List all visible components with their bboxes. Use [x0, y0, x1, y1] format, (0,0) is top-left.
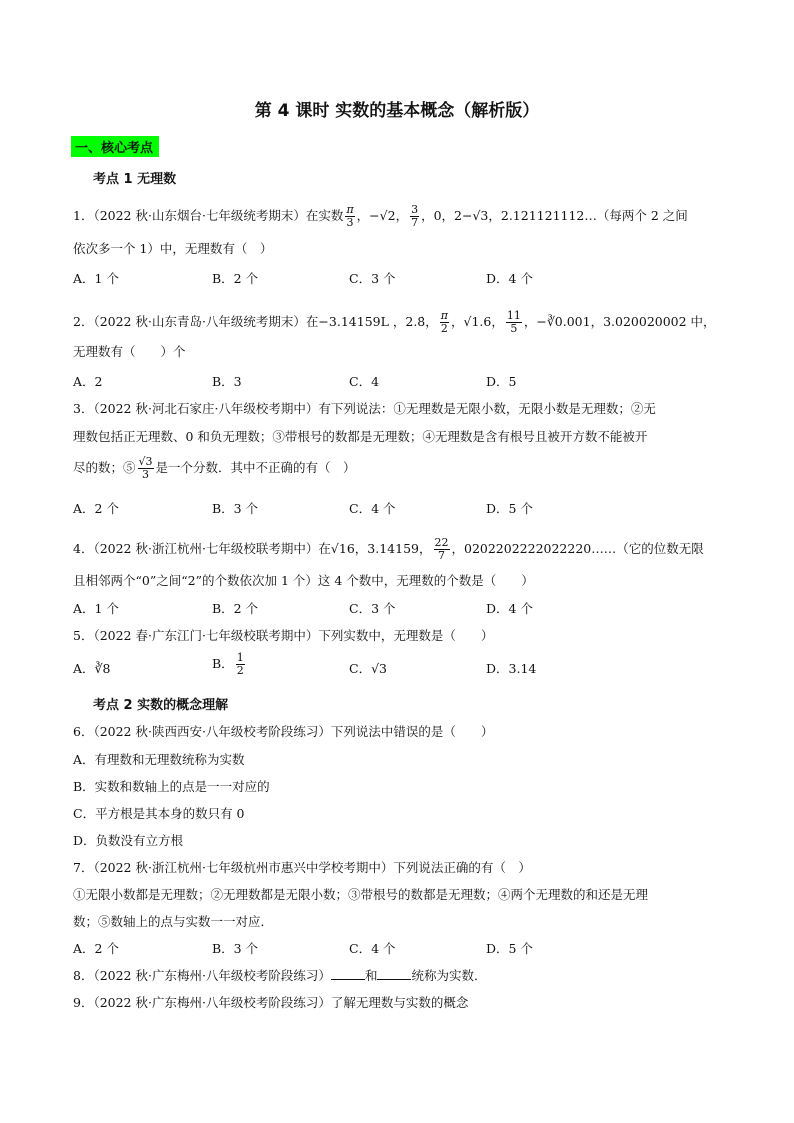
q4-option-c: C．3 个: [349, 601, 396, 616]
numerator: π: [440, 309, 448, 322]
numerator: 11: [506, 309, 521, 322]
q3-option-b: B．3 个: [212, 501, 259, 516]
question-8-line-1: [73, 967, 723, 985]
q1-option-a: A．1 个: [73, 271, 119, 286]
q2-text: ，√1.6，: [451, 314, 504, 329]
q4-option-d: D．4 个: [486, 601, 533, 616]
q6-option-d: D．负数没有立方根: [73, 833, 184, 848]
q1-text: ，−√2，: [356, 208, 409, 223]
question-3-line-1: 3．（2022 秋·河北石家庄·八年级校考期中）有下列说法：①无理数是无限小数，无限小数是无理数；②无: [73, 401, 656, 416]
q8-text: 和: [364, 968, 378, 983]
q1-option-c: C．3 个: [349, 271, 396, 286]
q5-option-c: C．√3: [349, 661, 387, 676]
q2-option-a: A．2: [73, 374, 103, 389]
numerator: √3: [138, 455, 153, 468]
q7-option-b: B．3 个: [212, 941, 259, 956]
q2-option-b: B．3: [212, 374, 242, 389]
q6-option-a: A．有理数和无理数统称为实数: [73, 752, 245, 767]
question-3-line-2: 理数包括正无理数、0 和负无理数；③带根号的数都是无理数；④无理数是含有根号且被开方数不能被开: [73, 429, 648, 444]
q6-option-b: B．实数和数轴上的点是一一对应的: [73, 779, 270, 794]
question-7-line-2: ①无限小数都是无理数；②无理数都是无限小数；③带根号的数都是无理数；④两个无理数的和还是无理: [73, 887, 649, 902]
q2-text: 2．（2022 秋·山东青岛·八年级统考期末）在−3.14159L ，2.8̇，: [73, 314, 438, 329]
fraction-3-over-7: [410, 204, 419, 229]
numerator: 1: [236, 651, 244, 664]
q3-text: 尽的数；⑤: [73, 460, 136, 475]
q1-option-d: D．4 个: [486, 271, 533, 286]
q3-text: 是一个分数．其中不正确的有（ ）: [155, 460, 356, 475]
q2-option-c: C．4: [349, 374, 380, 389]
numerator: π: [346, 203, 354, 216]
question-4-line-1: [73, 537, 723, 562]
question-1-line-1: [73, 204, 723, 229]
denominator: 7: [411, 216, 419, 229]
question-7-line-1: 7．（2022 秋·浙江杭州·七年级杭州市惠兴中学校考期中）下列说法正确的有（ ）: [73, 860, 531, 875]
question-9-line-1: 9．（2022 秋·广东梅州·八年级校考阶段练习）了解无理数与实数的概念: [73, 995, 469, 1010]
key-point-2-heading: 考点 2 实数的概念理解: [93, 698, 229, 713]
question-2-line-2: 无理数有（ ）个: [73, 344, 186, 359]
q1-option-b: B．2 个: [212, 271, 259, 286]
denominator: 7: [438, 549, 445, 562]
q5-option-d: D．3.14: [486, 661, 537, 676]
answer-blank-1[interactable]: [331, 967, 365, 980]
q8-text: 统称为实数．: [411, 968, 487, 983]
q3-option-a: A．2 个: [73, 501, 119, 516]
page-title: 第 4 课时 实数的基本概念（解析版）: [254, 101, 540, 121]
question-5-line-1: 5．（2022 春·广东江门·七年级校联考期中）下列实数中，无理数是（ ）: [73, 628, 494, 643]
q4-text: 4．（2022 秋·浙江杭州·七年级校联考期中）在√16，3.14159，: [73, 541, 432, 556]
q3-option-d: D．5 个: [486, 501, 533, 516]
q5-option-b-label: B．: [212, 656, 234, 671]
denominator: 2: [236, 664, 244, 677]
q2-option-d: D．5: [486, 374, 517, 389]
q1-text: 1．（2022 秋·山东烟台·七年级统考期末）在实数: [73, 208, 344, 223]
q6-option-c: C．平方根是其本身的数只有 0: [73, 806, 245, 821]
question-7-line-3: 数；⑤数轴上的点与实数一一对应．: [73, 914, 274, 929]
answer-blank-2[interactable]: [377, 967, 411, 980]
q4-option-a: A．1 个: [73, 601, 119, 616]
question-4-line-2: 且相邻两个“0”之间“2”的个数依次加 1 个）这 4 个数中，无理数的个数是（ ）: [73, 573, 534, 588]
denominator: 3: [346, 216, 354, 229]
denominator: 2: [440, 322, 448, 335]
key-point-1-heading: 考点 1 无理数: [93, 172, 177, 187]
fraction-pi-over-2: [440, 310, 449, 335]
fraction-1-over-2: [236, 652, 245, 677]
numerator: 3: [411, 203, 419, 216]
q1-text: ，0，2−√3，2.121121112…（每两个 2 之间: [421, 208, 688, 223]
q5-option-a: A．∛8: [73, 661, 111, 676]
q7-option-d: D．5 个: [486, 941, 533, 956]
q3-option-c: C．4 个: [349, 501, 396, 516]
q5-option-b: [212, 652, 247, 677]
section-heading: 一、核心考点: [71, 136, 159, 157]
q4-text: ，0202202222022220……（它的位数无限: [451, 541, 704, 556]
question-6-line-1: 6．（2022 秋·陕西西安·八年级校考阶段练习）下列说法中错误的是（ ）: [73, 724, 494, 739]
fraction-22-over-7: [434, 537, 450, 562]
question-3-line-3: [73, 456, 723, 481]
question-2-line-1: [73, 310, 723, 335]
q8-text: 8．（2022 秋·广东梅州·八年级校考阶段练习）: [73, 968, 331, 983]
numerator: 22: [434, 536, 449, 549]
q7-option-c: C．4 个: [349, 941, 396, 956]
denominator: 5: [510, 322, 518, 335]
fraction-11-over-5: [506, 310, 522, 335]
fraction-pi-over-3: [345, 204, 354, 229]
q7-option-a: A．2 个: [73, 941, 119, 956]
denominator: 3: [142, 468, 150, 481]
fraction-sqrt3-over-3: [138, 456, 154, 481]
q4-option-b: B．2 个: [212, 601, 259, 616]
question-1-line-2: 依次多一个 1）中，无理数有（ ）: [73, 241, 273, 256]
q2-text: ，−∛0.001，3.020020002 中，: [523, 314, 716, 329]
